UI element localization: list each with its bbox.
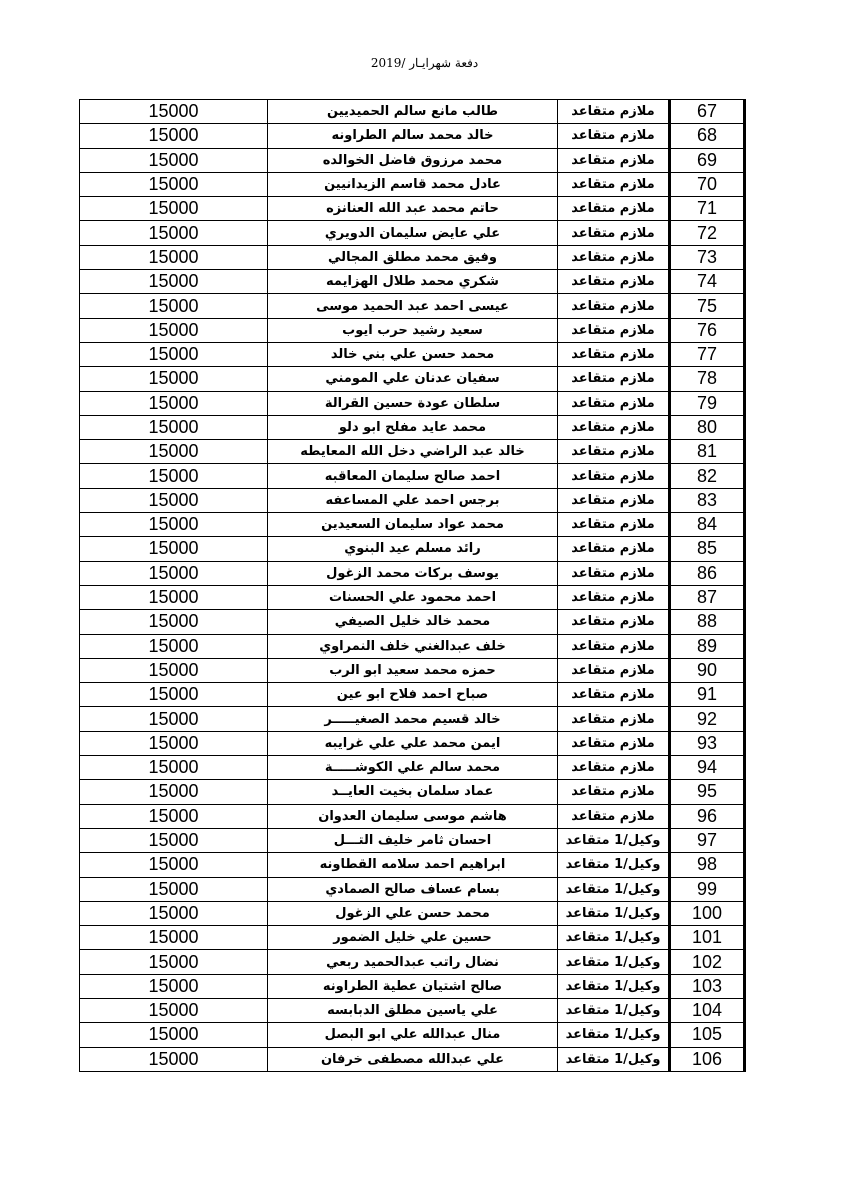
row-number-cell: 86	[670, 561, 745, 585]
table-row	[80, 658, 745, 682]
full-name-cell: خالد عبد الراضي دخل الله المعايطه	[268, 440, 558, 464]
table-row	[80, 950, 745, 974]
table-row	[80, 926, 745, 950]
row-number-cell: 73	[670, 245, 745, 269]
rank-cell: وكيل/1 متقاعد	[558, 998, 670, 1022]
row-number-cell: 75	[670, 294, 745, 318]
rank-cell: ملازم متقاعد	[558, 634, 670, 658]
row-number-cell: 70	[670, 172, 745, 196]
rank-cell: ملازم متقاعد	[558, 610, 670, 634]
row-number-cell: 79	[670, 391, 745, 415]
roster-table	[79, 99, 746, 1072]
row-number-cell: 89	[670, 634, 745, 658]
row-number-cell: 77	[670, 342, 745, 366]
table-row	[80, 318, 745, 342]
row-number-cell: 90	[670, 658, 745, 682]
full-name-cell: علي عايض سليمان الدويري	[268, 221, 558, 245]
row-number-cell: 96	[670, 804, 745, 828]
roster-table-body	[80, 100, 745, 1072]
full-name-cell: صباح احمد فلاح ابو عين	[268, 683, 558, 707]
table-row	[80, 707, 745, 731]
rank-cell: ملازم متقاعد	[558, 294, 670, 318]
row-number-cell: 91	[670, 683, 745, 707]
table-row	[80, 683, 745, 707]
row-number-cell: 105	[670, 1023, 745, 1047]
rank-cell: ملازم متقاعد	[558, 440, 670, 464]
table-row	[80, 853, 745, 877]
full-name-cell: بسام عساف صالح الصمادي	[268, 877, 558, 901]
rank-cell: ملازم متقاعد	[558, 513, 670, 537]
row-number-cell: 69	[670, 148, 745, 172]
amount-cell: 15000	[80, 877, 268, 901]
full-name-cell: علي عبدالله مصطفى خرفان	[268, 1047, 558, 1071]
table-row	[80, 148, 745, 172]
table-row	[80, 1023, 745, 1047]
row-number-cell: 83	[670, 488, 745, 512]
full-name-cell: صالح اشتيان عطية الطراونه	[268, 974, 558, 998]
row-number-cell: 88	[670, 610, 745, 634]
full-name-cell: سلطان عودة حسين القرالة	[268, 391, 558, 415]
amount-cell: 15000	[80, 318, 268, 342]
table-row	[80, 100, 745, 124]
row-number-cell: 68	[670, 124, 745, 148]
amount-cell: 15000	[80, 221, 268, 245]
amount-cell: 15000	[80, 197, 268, 221]
full-name-cell: احسان ثامر خليف التـــل	[268, 828, 558, 852]
row-number-cell: 102	[670, 950, 745, 974]
row-number-cell: 95	[670, 780, 745, 804]
row-number-cell: 67	[670, 100, 745, 124]
table-row	[80, 124, 745, 148]
rank-cell: ملازم متقاعد	[558, 270, 670, 294]
amount-cell: 15000	[80, 901, 268, 925]
full-name-cell: عماد سلمان بخيت العايــد	[268, 780, 558, 804]
table-row	[80, 270, 745, 294]
table-row	[80, 828, 745, 852]
amount-cell: 15000	[80, 610, 268, 634]
row-number-cell: 99	[670, 877, 745, 901]
amount-cell: 15000	[80, 804, 268, 828]
rank-cell: ملازم متقاعد	[558, 415, 670, 439]
rank-cell: ملازم متقاعد	[558, 391, 670, 415]
table-row	[80, 610, 745, 634]
full-name-cell: محمد عايد مفلح ابو دلو	[268, 415, 558, 439]
rank-cell: وكيل/1 متقاعد	[558, 1023, 670, 1047]
rank-cell: ملازم متقاعد	[558, 585, 670, 609]
full-name-cell: شكري محمد طلال الهزايمه	[268, 270, 558, 294]
row-number-cell: 97	[670, 828, 745, 852]
table-row	[80, 537, 745, 561]
rank-cell: ملازم متقاعد	[558, 707, 670, 731]
rank-cell: وكيل/1 متقاعد	[558, 950, 670, 974]
rank-cell: ملازم متقاعد	[558, 804, 670, 828]
rank-cell: وكيل/1 متقاعد	[558, 1047, 670, 1071]
table-row	[80, 391, 745, 415]
amount-cell: 15000	[80, 731, 268, 755]
amount-cell: 15000	[80, 367, 268, 391]
full-name-cell: محمد حسن علي بني خالد	[268, 342, 558, 366]
full-name-cell: برجس احمد علي المساعفه	[268, 488, 558, 512]
amount-cell: 15000	[80, 585, 268, 609]
table-row	[80, 634, 745, 658]
row-number-cell: 103	[670, 974, 745, 998]
full-name-cell: محمد مرزوق فاضل الخوالده	[268, 148, 558, 172]
table-row	[80, 342, 745, 366]
full-name-cell: ايمن محمد علي علي غرايبه	[268, 731, 558, 755]
amount-cell: 15000	[80, 974, 268, 998]
full-name-cell: رائد مسلم عيد البنوي	[268, 537, 558, 561]
full-name-cell: علي ياسين مطلق الدبابسه	[268, 998, 558, 1022]
table-row	[80, 367, 745, 391]
row-number-cell: 87	[670, 585, 745, 609]
row-number-cell: 104	[670, 998, 745, 1022]
rank-cell: ملازم متقاعد	[558, 731, 670, 755]
row-number-cell: 80	[670, 415, 745, 439]
table-row	[80, 464, 745, 488]
table-row	[80, 780, 745, 804]
rank-cell: ملازم متقاعد	[558, 488, 670, 512]
row-number-cell: 74	[670, 270, 745, 294]
table-row	[80, 513, 745, 537]
full-name-cell: ابراهيم احمد سلامه القطاونه	[268, 853, 558, 877]
full-name-cell: عادل محمد قاسم الزيدانيين	[268, 172, 558, 196]
rank-cell: ملازم متقاعد	[558, 537, 670, 561]
row-number-cell: 101	[670, 926, 745, 950]
amount-cell: 15000	[80, 756, 268, 780]
amount-cell: 15000	[80, 245, 268, 269]
amount-cell: 15000	[80, 148, 268, 172]
amount-cell: 15000	[80, 658, 268, 682]
table-row	[80, 585, 745, 609]
full-name-cell: سعيد رشيد حرب ايوب	[268, 318, 558, 342]
full-name-cell: عيسى احمد عبد الحميد موسى	[268, 294, 558, 318]
rank-cell: ملازم متقاعد	[558, 245, 670, 269]
full-name-cell: وفيق محمد مطلق المجالي	[268, 245, 558, 269]
rank-cell: ملازم متقاعد	[558, 756, 670, 780]
rank-cell: ملازم متقاعد	[558, 318, 670, 342]
rank-cell: ملازم متقاعد	[558, 780, 670, 804]
table-row	[80, 1047, 745, 1071]
rank-cell: ملازم متقاعد	[558, 124, 670, 148]
rank-cell: ملازم متقاعد	[558, 561, 670, 585]
amount-cell: 15000	[80, 391, 268, 415]
full-name-cell: هاشم موسى سليمان العدوان	[268, 804, 558, 828]
table-row	[80, 561, 745, 585]
full-name-cell: احمد صالح سليمان المعاقبه	[268, 464, 558, 488]
full-name-cell: محمد سالم علي الكوشـــــة	[268, 756, 558, 780]
full-name-cell: سفيان عدنان علي المومني	[268, 367, 558, 391]
amount-cell: 15000	[80, 1047, 268, 1071]
amount-cell: 15000	[80, 926, 268, 950]
amount-cell: 15000	[80, 440, 268, 464]
amount-cell: 15000	[80, 513, 268, 537]
amount-cell: 15000	[80, 1023, 268, 1047]
rank-cell: وكيل/1 متقاعد	[558, 974, 670, 998]
amount-cell: 15000	[80, 780, 268, 804]
table-row	[80, 415, 745, 439]
amount-cell: 15000	[80, 561, 268, 585]
table-row	[80, 197, 745, 221]
rank-cell: ملازم متقاعد	[558, 658, 670, 682]
rank-cell: ملازم متقاعد	[558, 683, 670, 707]
full-name-cell: منال عبدالله علي ابو البصل	[268, 1023, 558, 1047]
rank-cell: ملازم متقاعد	[558, 148, 670, 172]
amount-cell: 15000	[80, 998, 268, 1022]
rank-cell: وكيل/1 متقاعد	[558, 877, 670, 901]
amount-cell: 15000	[80, 294, 268, 318]
table-row	[80, 974, 745, 998]
full-name-cell: يوسف بركات محمد الزغول	[268, 561, 558, 585]
row-number-cell: 81	[670, 440, 745, 464]
full-name-cell: احمد محمود علي الحسنات	[268, 585, 558, 609]
amount-cell: 15000	[80, 853, 268, 877]
amount-cell: 15000	[80, 124, 268, 148]
row-number-cell: 100	[670, 901, 745, 925]
rank-cell: ملازم متقاعد	[558, 197, 670, 221]
full-name-cell: محمد عواد سليمان السعيدين	[268, 513, 558, 537]
full-name-cell: حاتم محمد عبد الله العنانزه	[268, 197, 558, 221]
amount-cell: 15000	[80, 464, 268, 488]
amount-cell: 15000	[80, 342, 268, 366]
table-row	[80, 245, 745, 269]
full-name-cell: خالد محمد سالم الطراونه	[268, 124, 558, 148]
row-number-cell: 78	[670, 367, 745, 391]
row-number-cell: 82	[670, 464, 745, 488]
rank-cell: وكيل/1 متقاعد	[558, 926, 670, 950]
full-name-cell: خالد قسيم محمد الصغيـــــر	[268, 707, 558, 731]
full-name-cell: حسين علي خليل الضمور	[268, 926, 558, 950]
row-number-cell: 76	[670, 318, 745, 342]
row-number-cell: 106	[670, 1047, 745, 1071]
amount-cell: 15000	[80, 950, 268, 974]
rank-cell: ملازم متقاعد	[558, 367, 670, 391]
row-number-cell: 85	[670, 537, 745, 561]
table-row	[80, 877, 745, 901]
table-row	[80, 294, 745, 318]
amount-cell: 15000	[80, 634, 268, 658]
page-header: دفعة شهرايـار /2019	[370, 56, 479, 70]
rank-cell: ملازم متقاعد	[558, 221, 670, 245]
full-name-cell: خلف عبدالغني خلف النمراوي	[268, 634, 558, 658]
row-number-cell: 71	[670, 197, 745, 221]
amount-cell: 15000	[80, 828, 268, 852]
row-number-cell: 92	[670, 707, 745, 731]
table-row	[80, 901, 745, 925]
rank-cell: وكيل/1 متقاعد	[558, 828, 670, 852]
table-row	[80, 221, 745, 245]
table-row	[80, 756, 745, 780]
rank-cell: ملازم متقاعد	[558, 100, 670, 124]
amount-cell: 15000	[80, 537, 268, 561]
amount-cell: 15000	[80, 270, 268, 294]
rank-cell: ملازم متقاعد	[558, 464, 670, 488]
full-name-cell: حمزه محمد سعيد ابو الرب	[268, 658, 558, 682]
full-name-cell: نضال راتب عبدالحميد ربعي	[268, 950, 558, 974]
row-number-cell: 72	[670, 221, 745, 245]
amount-cell: 15000	[80, 172, 268, 196]
row-number-cell: 84	[670, 513, 745, 537]
rank-cell: وكيل/1 متقاعد	[558, 901, 670, 925]
full-name-cell: محمد حسن علي الزغول	[268, 901, 558, 925]
full-name-cell: محمد خالد خليل الصيفي	[268, 610, 558, 634]
table-row	[80, 172, 745, 196]
amount-cell: 15000	[80, 707, 268, 731]
rank-cell: وكيل/1 متقاعد	[558, 853, 670, 877]
row-number-cell: 93	[670, 731, 745, 755]
table-row	[80, 440, 745, 464]
rank-cell: ملازم متقاعد	[558, 172, 670, 196]
amount-cell: 15000	[80, 488, 268, 512]
table-row	[80, 804, 745, 828]
amount-cell: 15000	[80, 683, 268, 707]
row-number-cell: 94	[670, 756, 745, 780]
amount-cell: 15000	[80, 100, 268, 124]
rank-cell: ملازم متقاعد	[558, 342, 670, 366]
row-number-cell: 98	[670, 853, 745, 877]
table-row	[80, 731, 745, 755]
table-row	[80, 998, 745, 1022]
amount-cell: 15000	[80, 415, 268, 439]
full-name-cell: طالب مانع سالم الحميديين	[268, 100, 558, 124]
table-row	[80, 488, 745, 512]
